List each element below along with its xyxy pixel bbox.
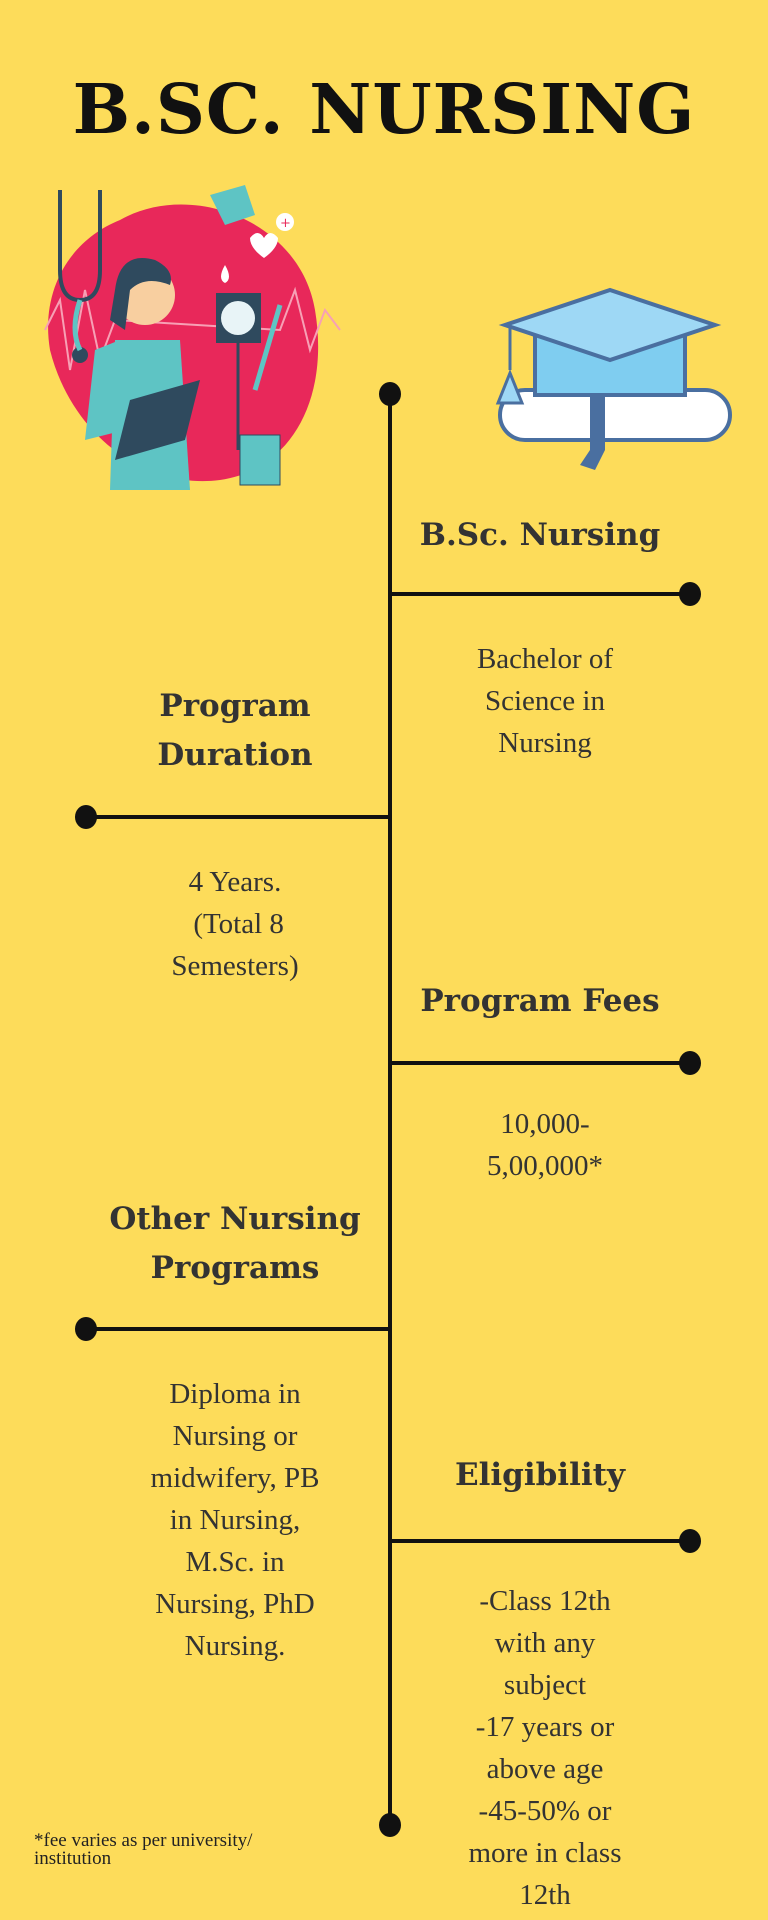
text-line: Nursing or <box>172 1420 298 1452</box>
branch-line <box>390 1539 690 1543</box>
section-program-duration-heading <box>90 682 380 780</box>
heading-line: Duration <box>157 737 313 773</box>
text-line: 4 Years. <box>188 866 282 898</box>
text-line: more in class <box>468 1837 622 1869</box>
section-program-fees-text <box>400 1103 690 1187</box>
footnote-line: institution <box>34 1848 112 1869</box>
timeline-axis <box>388 394 392 1826</box>
section-bsc-nursing-text <box>400 638 690 764</box>
text-line: Nursing, PhD <box>155 1588 315 1620</box>
branch-line <box>390 592 690 596</box>
section-program-duration-text <box>90 861 380 987</box>
text-line: Science in <box>485 685 605 717</box>
text-line: Nursing. <box>184 1630 286 1662</box>
footnote <box>34 1832 252 1868</box>
branch-dot <box>75 1317 97 1341</box>
heading-line: Program <box>159 688 311 724</box>
timeline-start-dot <box>379 382 401 406</box>
text-line: 10,000- <box>500 1108 590 1140</box>
text-line: 5,00,000* <box>487 1150 603 1182</box>
heading-line: Programs <box>150 1250 320 1286</box>
text-line: midwifery, PB <box>150 1462 320 1494</box>
footnote-line: *fee varies as per university/ <box>34 1830 253 1851</box>
section-bsc-nursing-heading: B.Sc. Nursing <box>419 517 661 553</box>
text-line: in Nursing, <box>169 1504 301 1536</box>
section-program-fees-heading: Program Fees <box>420 983 660 1019</box>
branch-line <box>86 815 390 819</box>
branch-line <box>86 1327 390 1331</box>
branch-line <box>390 1061 690 1065</box>
section-other-programs-heading <box>70 1195 400 1293</box>
text-line: M.Sc. in <box>185 1546 285 1578</box>
section-eligibility-text <box>400 1580 690 1916</box>
page-title: B.SC. NURSING <box>72 70 696 150</box>
nurse-illustration-icon <box>40 180 360 510</box>
text-line: -Class 12th <box>479 1585 611 1617</box>
timeline-end-dot <box>379 1813 401 1837</box>
graduation-cap-icon <box>495 285 735 475</box>
text-line: with any <box>494 1627 596 1659</box>
heading-line: Other Nursing <box>109 1201 361 1237</box>
branch-dot <box>679 1529 701 1553</box>
text-line: -17 years or <box>475 1711 615 1743</box>
text-line: 12th <box>519 1879 571 1911</box>
text-line: above age <box>486 1753 604 1785</box>
text-line: Bachelor of <box>476 643 614 675</box>
text-line: (Total 8 <box>186 908 284 940</box>
svg-text:+: + <box>280 216 291 231</box>
text-line: Semesters) <box>171 950 299 982</box>
section-eligibility-heading: Eligibility <box>455 1457 625 1493</box>
text-line: Nursing <box>498 727 592 759</box>
section-other-programs-text <box>90 1373 380 1667</box>
branch-dot <box>679 1051 701 1075</box>
text-line: subject <box>503 1669 587 1701</box>
branch-dot <box>679 582 701 606</box>
text-line: Diploma in <box>169 1378 301 1410</box>
text-line: -45-50% or <box>478 1795 612 1827</box>
branch-dot <box>75 805 97 829</box>
